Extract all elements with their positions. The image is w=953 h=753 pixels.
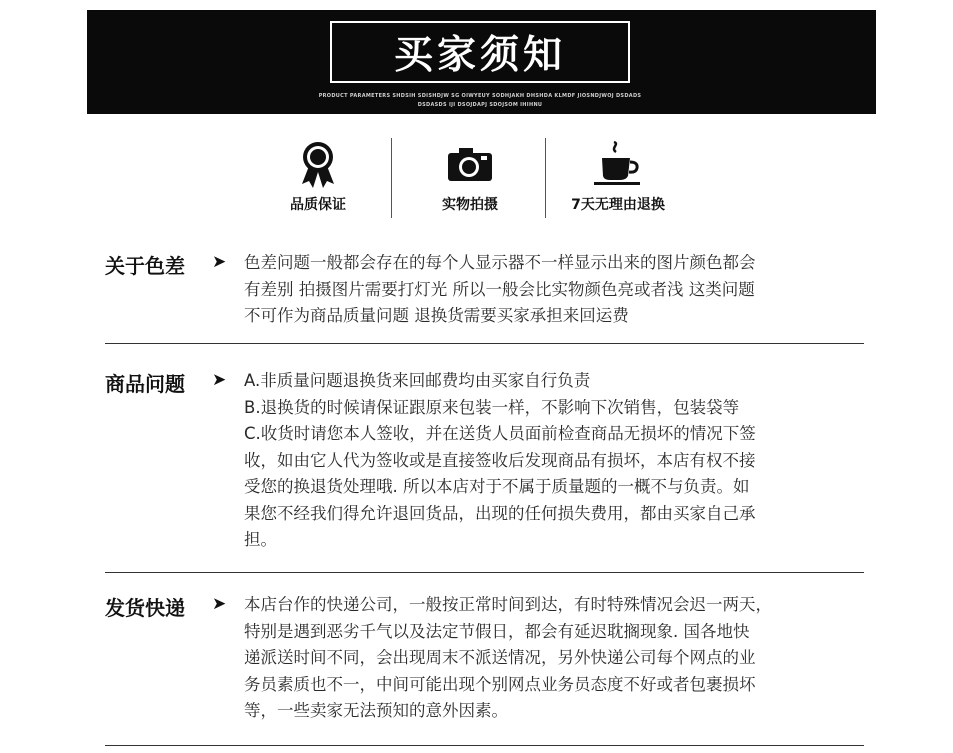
feature-label: 品质保证 bbox=[290, 197, 346, 213]
banner-subtitle-line: PRODUCT PARAMETERS SHDSIH SDISHDJW SG OIWYEUY SODHJAKH DHSHDA KLMDF JIOSNDJWOJ DSDADS bbox=[318, 93, 642, 99]
feature-photo bbox=[395, 134, 545, 224]
feature-divider bbox=[391, 138, 392, 218]
page-title: 买家须知 bbox=[393, 33, 566, 78]
text-line: 收，如由它人代为签收或是直接签收后发现商品有损坏，本店有权不接 bbox=[244, 450, 756, 470]
text-line: 递派送时间不同，会出现周末不派送情况，另外快递公司每个网点的业 bbox=[244, 648, 756, 667]
arrow-icon: ➤ bbox=[212, 252, 227, 272]
camera-icon bbox=[445, 140, 495, 186]
section-divider bbox=[105, 572, 864, 573]
coffee-cup-icon bbox=[590, 140, 646, 188]
section-body bbox=[244, 368, 880, 554]
arrow-icon: ➤ bbox=[212, 370, 227, 390]
text-line: B.退换货的时候请保证跟原来包装一样，不影响下次销售，包装袋等 bbox=[244, 397, 740, 417]
title-frame bbox=[330, 21, 630, 83]
feature-icons-row bbox=[0, 134, 953, 224]
text-line: 特别是遇到恶劣千气以及法定节假日，都会有延迟耽搁现象. 国各地快 bbox=[244, 621, 750, 641]
text-line: 果您不经我们得允许退回货品，出现的任何损失费用，都由买家自己承 bbox=[244, 503, 756, 523]
header-banner bbox=[87, 10, 876, 114]
section-body bbox=[244, 250, 880, 330]
feature-label: 7天无理由退换 bbox=[571, 197, 665, 213]
text-line: 务员素质也不一，中间可能出现个别网点业务员态度不好或者包裹损坏 bbox=[244, 674, 756, 694]
section-divider bbox=[105, 745, 864, 746]
text-line: C.收货时请您本人签收，并在送货人员面前检查商品无损坏的情况下签 bbox=[244, 424, 756, 443]
text-line: A.非质量问题退换货来回邮费均由买家自行负责 bbox=[244, 371, 591, 390]
text-line: 有差别 拍摄图片需要打灯光 所以一般会比实物颜色亮或者浅 这类问题 bbox=[244, 279, 755, 299]
section-heading: 关于色差 bbox=[105, 254, 185, 278]
text-line: 色差问题一般都会存在的每个人显示器不一样显示出来的图片颜色都会 bbox=[244, 253, 756, 272]
section-heading: 发货快递 bbox=[105, 596, 185, 620]
text-line: 本店台作的快递公司，一般按正常时间到达，有时特殊情况会迟一两天， bbox=[244, 595, 772, 614]
text-line: 等，一些卖家无法预知的意外因素。 bbox=[244, 701, 508, 720]
text-line: 担。 bbox=[244, 530, 277, 549]
section-heading: 商品问题 bbox=[105, 372, 185, 396]
text-line: 不可作为商品质量问题 退换货需要买家承担来回运费 bbox=[244, 306, 629, 325]
banner-subtitle bbox=[307, 92, 653, 110]
section-body bbox=[244, 592, 880, 725]
feature-label: 实物拍摄 bbox=[442, 197, 498, 213]
section-divider bbox=[105, 343, 864, 344]
feature-return bbox=[543, 134, 693, 224]
banner-subtitle-line: DSDASDS IJI DSOJDAPJ SDOJSOM IHIHNU bbox=[417, 102, 543, 108]
text-line: 受您的换退货处理哦. 所以本店对于不属于质量题的一概不与负责。如 bbox=[244, 477, 750, 496]
feature-quality bbox=[243, 134, 393, 224]
medal-icon bbox=[298, 140, 338, 190]
arrow-icon: ➤ bbox=[212, 594, 227, 614]
